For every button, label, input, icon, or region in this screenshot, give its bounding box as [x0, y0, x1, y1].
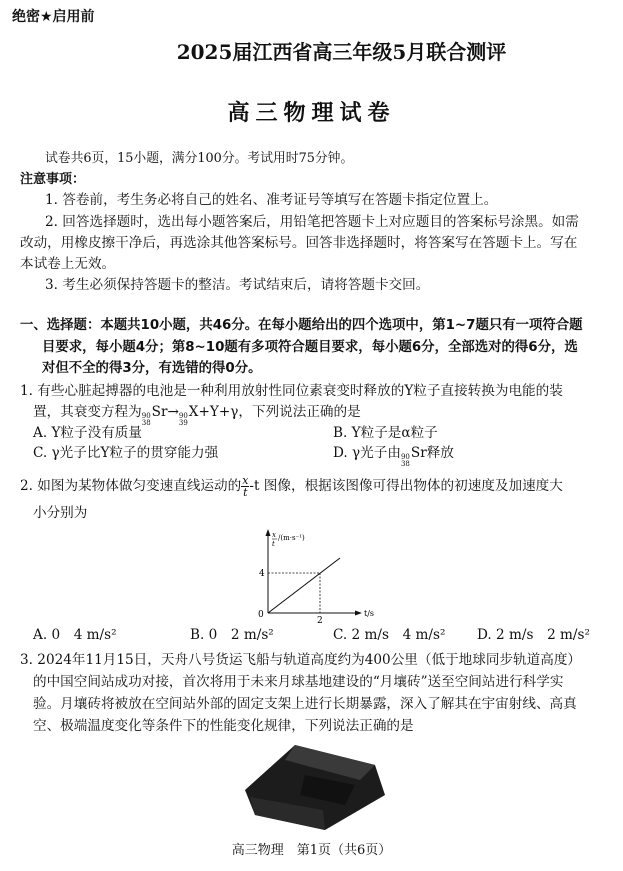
intro-text: 试卷共6页，15小题，满分100分。考试用时75分钟。	[45, 151, 354, 166]
denominator: t	[243, 486, 248, 499]
notice-item: 改动，用橡皮擦干净后，再选涂其他答案标号。回答非选择题时，将答案写在答题卡上。写在	[20, 235, 578, 251]
q2-option-a: A. 0 4 m/s²	[33, 627, 117, 643]
q2-stem	[20, 475, 563, 498]
q2-option-d: D. 2 m/s 2 m/s²	[477, 627, 590, 643]
section-heading-line: 对但不全的得3分，有选错的得0分。	[42, 361, 262, 376]
mass-number: 90	[141, 412, 151, 420]
section-heading-line: 一、选择题：本题共10小题，共46分。在每小题给出的四个选项中，第1~7题只有一项符合题	[20, 318, 583, 333]
q1-text: 置，其衰变方程为	[33, 404, 142, 420]
q2-text: -t 图像，根据该图像可得出物体的初速度及加速度大	[249, 478, 563, 494]
q3-stem: 3. 2024年11月15日，天舟八号货运飞船与轨道高度约为400公里（低于地球同步轨道高度）	[20, 652, 582, 668]
q1-option-d	[333, 443, 454, 468]
q2-option-b: B. 0 2 m/s²	[190, 627, 274, 643]
atomic-number: 39	[178, 419, 188, 427]
q1-option-b: B. Y粒子是α粒子	[333, 425, 438, 441]
q3-stem: 验。月壤砖将被放在空间站外部的固定支架上进行长期暴露，深入了解其在宇宙射线、高真	[33, 696, 577, 712]
q1-d-text: Sr释放	[410, 445, 454, 461]
paper-subtitle: 高三物理试卷	[227, 100, 396, 126]
q1-text: ，下列说法正确的是	[238, 404, 361, 420]
mass-number: 90	[400, 453, 410, 461]
y-tick-4: 4	[259, 569, 265, 579]
q2-option-c: C. 2 m/s 4 m/s²	[333, 627, 446, 643]
q1-d-text: D. γ光子由	[333, 445, 401, 461]
data-line	[268, 558, 340, 613]
y-axis-label: /(m·s⁻¹)	[278, 534, 305, 542]
confidential-label: 绝密★启用前	[12, 9, 95, 25]
y-label-num: x	[272, 531, 276, 539]
notice-item: 3. 考生必须保持答题卡的整洁。考试结束后，请将答题卡交回。	[45, 277, 430, 293]
q2-stem-line2: 小分别为	[33, 505, 88, 521]
atomic-number: 38	[400, 460, 410, 468]
products: X+Y+γ	[188, 404, 239, 420]
mass-number: 90	[178, 412, 188, 420]
x-axis-label: t/s	[364, 609, 375, 618]
section-heading-line: 目要求，每小题4分；第8~10题有多项符合题目要求，每小题6分，全部选对的得6分，选	[42, 340, 578, 355]
notice-heading: 注意事项：	[20, 172, 86, 187]
y-axis-arrow	[266, 529, 271, 536]
x-axis-arrow	[355, 611, 362, 616]
y-label-den: t	[272, 540, 275, 548]
exam-title: 2025届江西省高三年级5月联合测评	[176, 40, 507, 64]
sr-symbol: Sr	[151, 404, 168, 420]
q3-stem: 的中国空间站成功对接，首次将用于未来月球基地建设的“月壤砖”送至空间站进行科学实	[33, 674, 564, 690]
xt-t-graph	[250, 525, 380, 625]
q3-stem: 空、极端温度变化等条件下的性能变化规律，下列说法正确的是	[33, 718, 414, 734]
q1-option-c: C. γ光子比Y粒子的贯穿能力强	[33, 445, 219, 461]
q1-option-a: A. Y粒子没有质量	[33, 425, 142, 441]
lunar-soil-brick-photo	[235, 735, 395, 835]
page-footer: 高三物理 第1页（共6页）	[231, 843, 392, 858]
atomic-number: 38	[141, 419, 151, 427]
notice-item: 本试卷上无效。	[20, 256, 116, 272]
notice-item: 1. 答卷前，考生务必将自己的姓名、准考证号等填写在答题卡指定位置上。	[45, 192, 498, 208]
notice-item: 2. 回答选择题时，选出每小题答案后，用铅笔把答题卡上对应题目的答案标号涂黑。如需	[45, 214, 579, 230]
x-tick-2: 2	[317, 616, 323, 625]
arrow: →	[167, 404, 179, 420]
numerator: x	[242, 474, 249, 487]
origin-label: 0	[258, 610, 264, 620]
q1-stem: 1. 有些心脏起搏器的电池是一种利用放射性同位素衰变时释放的Y粒子直接转换为电能的装	[20, 383, 563, 399]
q2-text: 2. 如图为某物体做匀变速直线运动的	[20, 478, 242, 494]
